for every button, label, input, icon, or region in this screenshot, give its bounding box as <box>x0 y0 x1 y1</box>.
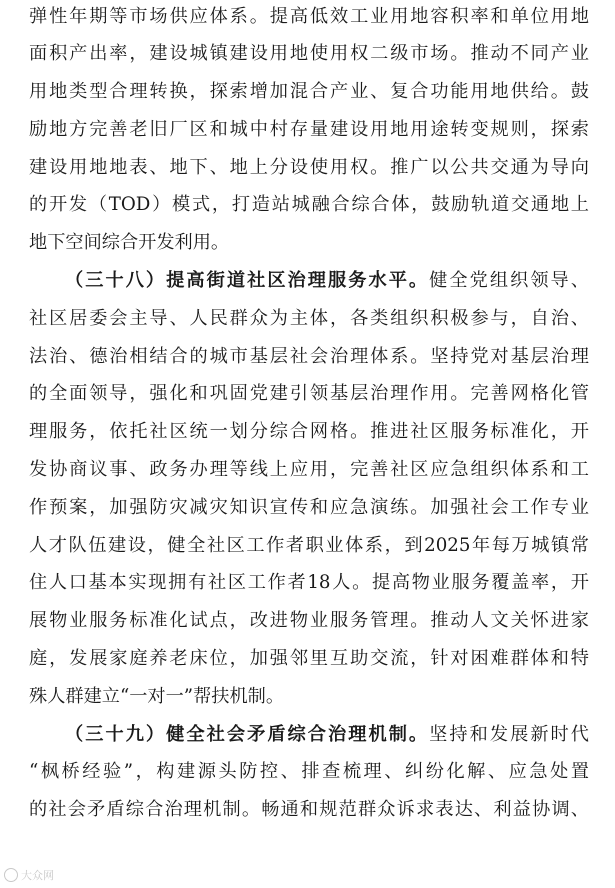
paragraph-line: 用地类型合理转换，探索增加混合产业、复合功能用地供给。鼓 <box>29 81 589 102</box>
paragraph-line: 庭，发展家庭养老床位，加强邻里互助交流，针对困难群体和特 <box>29 648 589 669</box>
paragraph-line: 的社会矛盾综合治理机制。畅通和规范群众诉求表达、利益协调、 <box>29 799 589 820</box>
paragraph-line: 作预案，加强防灾减灾知识宣传和应急演练。加强社会工作专业 <box>29 497 589 518</box>
paragraph-line: 弹性年期等市场供应体系。提高低效工业用地容积率和单位用地 <box>29 6 589 27</box>
paragraph-line: 建设用地地表、地下、地上分设使用权。推广以公共交通为导向 <box>29 157 589 178</box>
section-heading: （三十九）健全社会矛盾综合治理机制。 <box>65 724 430 745</box>
section-heading: （三十八）提高街道社区治理服务水平。 <box>65 270 430 291</box>
paragraph-line: 住人口基本实现拥有社区工作者18人。提高物业服务覆盖率，开 <box>29 572 589 593</box>
paragraph-line: 殊人群建立“一对一”帮扶机制。 <box>29 686 285 707</box>
paragraph-line: 面积产出率，建设城镇建设用地使用权二级市场。推动不同产业 <box>29 43 589 64</box>
watermark-text: 大众网 <box>21 869 54 882</box>
paragraph-text: 坚持和发展新时代 <box>429 724 589 745</box>
paragraph-first-line <box>65 266 589 296</box>
paragraph-first-line <box>65 720 589 750</box>
paragraph-line: 理服务，依托社区统一划分综合网格。推进社区服务标准化，开 <box>29 421 589 442</box>
paragraph-line: 的开发（TOD）模式，打造站城融合综合体，鼓励轨道交通地上 <box>29 194 589 215</box>
paragraph-line: 展物业服务标准化试点，改进物业服务管理。推动人文关怀进家 <box>29 610 589 631</box>
paragraph-line: “枫桥经验”，构建源头防控、排查梳理、纠纷化解、应急处置 <box>29 761 589 782</box>
paragraph-line: 社区居委会主导、人民群众为主体，各类组织积极参与，自治、 <box>29 308 589 329</box>
paragraph-line: 地下空间综合开发利用。 <box>29 232 230 253</box>
paragraph-line: 发协商议事、政务办理等线上应用，完善社区应急组织体系和工 <box>29 459 589 480</box>
watermark <box>4 866 54 884</box>
watermark-logo-icon <box>4 868 18 882</box>
paragraph-line: 法治、德治相结合的城市基层社会治理体系。坚持党对基层治理 <box>29 346 589 367</box>
paragraph-text: 健全党组织领导、 <box>429 270 589 291</box>
paragraph-line: 人才队伍建设，健全社区工作者职业体系，到2025年每万城镇常 <box>29 535 589 556</box>
paragraph-line: 励地方完善老旧厂区和城中村存量建设用地用途转变规则，探索 <box>29 119 589 140</box>
paragraph-line: 的全面领导，强化和巩固党建引领基层治理作用。完善网格化管 <box>29 383 589 404</box>
